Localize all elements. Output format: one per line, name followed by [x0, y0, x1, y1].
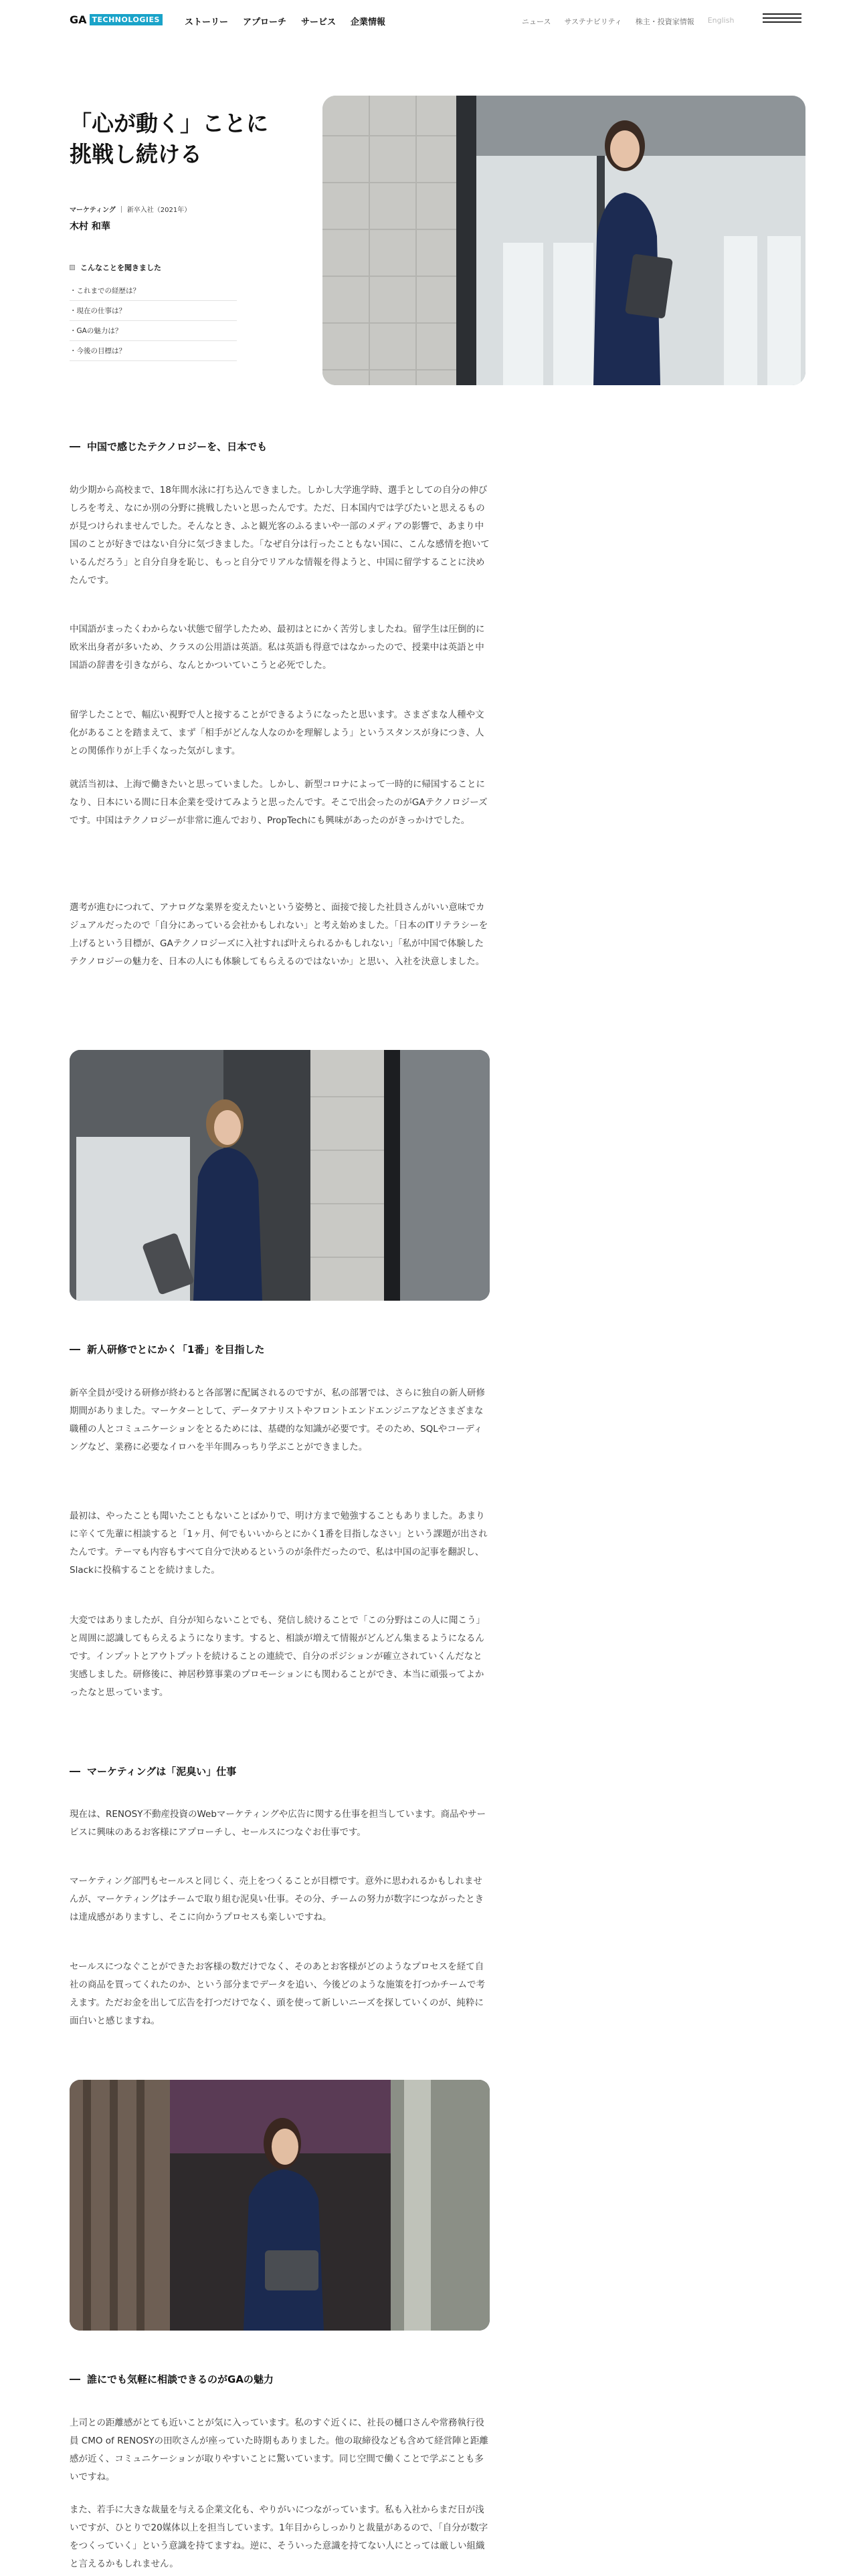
toc-item[interactable]: ・GAの魅力は？	[70, 321, 237, 341]
toc-item[interactable]: ・今後の目標は？	[70, 341, 237, 361]
nav-news[interactable]: ニュース	[522, 17, 551, 26]
nav-ir[interactable]: 株主・投資家情報	[635, 17, 694, 26]
dash-icon	[70, 1771, 80, 1772]
dash-icon	[70, 446, 80, 447]
article-photo	[70, 1050, 490, 1301]
paragraph: また、若手に大きな裁量を与える企業文化も、やりがいにつながっています。私も入社からまだ日が浅いですが、ひとりで20媒体以上を担当しています。1年目からしっかりと裁量があるので、「自分が数字をつくっていく」という意識を持てますね。逆に、そういった意識を持てない人にとっては厳しい組織と言えるかもしれません。	[70, 2504, 488, 2569]
nav-company[interactable]: 企業情報	[351, 17, 386, 27]
sub-nav	[522, 16, 734, 27]
hamburger-menu-icon[interactable]	[763, 13, 801, 28]
paragraph: セールスにつなぐことができたお客様の数だけでなく、そのあとお客様がどのようなプロセスを経て自社の商品を買ってくれたのか、という部分までデータを追い、今後どのような施策を打つかチームで考えます。ただお金を出して広告を打つだけでなく、頭を使って新しいニーズを探していくのが、純粋に面白いと感じますね。	[70, 1961, 485, 2026]
nav-approach[interactable]: アプローチ	[243, 17, 287, 27]
toc-item[interactable]: ・これまでの経歴は？	[70, 281, 237, 301]
paragraph: 就活当初は、上海で働きたいと思っていました。しかし、新型コロナによって一時的に帰国することになり、日本にいる間に日本企業を受けてみようと思ったんです。そこで出会ったのがGAテクノロジーズです。中国はテクノロジーが非常に進んでおり、PropTechにも興味があったのがきっかけでした。	[70, 779, 488, 826]
toc-item[interactable]: ・現在の仕事は？	[70, 301, 237, 321]
square-icon	[70, 265, 75, 270]
section-heading: 中国で感じたテクノロジーを、日本でも	[70, 439, 267, 453]
logo-technologies: TECHNOLOGIES	[90, 14, 163, 25]
paragraph: 最初は、やったことも聞いたこともないことばかりで、明け方まで勉強することもありました。あまりに辛くて先輩に相談すると「1ヶ月、何でもいいからとにかく1番を目指しなさい」という課題が出されたんです。テーマも内容もすべて自分で決めるというのが条件だったので、私は中国の記事を翻訳し、Slackに投稿することを続けました。	[70, 1511, 488, 1576]
hero-portrait-photo	[322, 96, 805, 385]
paragraph: 選考が進むにつれて、アナログな業界を変えたいという姿勢と、面接で接した社員さんがいい意味でカジュアルだったので「自分にあっている会社かもしれない」と考え始めました。「日本のITリテラシーを上げるという目標が、GAテクノロジーズに入社すれば叶えられるかもしれない」「私が中国で体験したテクノロジーの魅力を、日本の人にも体験してもらえるのではないか」と思い、入社を決意しました。	[70, 902, 488, 967]
paragraph: マーケティング部門もセールスと同じく、売上をつくることが目標です。意外に思われるかもしれませんが、マーケティングはチームで取り組む泥臭い仕事。その分、チームの努力が数字につながったときは達成感がありますし、そこに向かうプロセスも楽しいですね。	[70, 1876, 484, 1923]
main-nav	[185, 15, 385, 27]
section-heading: マーケティングは「泥臭い」仕事	[70, 1764, 236, 1778]
article-photo	[70, 2080, 490, 2331]
paragraph: 上司との距離感がとても近いことが気に入っています。私のすぐ近くに、社長の樋口さんや常務執行役員 CMO of RENOSYの田吹さんが座っていた時期もありました。他の取締役なども含めて経営陣と距離感が近く、コミュニケーションが取りやすいことに驚いています。同じ空間で働くことで学ぶことも多いですね。	[70, 2418, 489, 2482]
page-title	[70, 108, 290, 170]
joined-year: 新卒入社（2021年）	[126, 207, 191, 214]
toc-heading	[70, 262, 161, 273]
page-title-line2: 挑戦し続ける	[70, 141, 202, 167]
toc-heading-label: こんなことを聞きました	[80, 263, 161, 272]
dash-icon	[70, 2379, 80, 2380]
page-title-line1: 「心が動く」ことに	[70, 110, 268, 136]
dash-icon	[70, 1349, 80, 1350]
section-heading: 新人研修でとにかく「1番」を目指した	[70, 1342, 264, 1356]
section-heading: 誰にでも気軽に相談できるのがGAの魅力	[70, 2372, 274, 2386]
table-of-contents	[70, 281, 237, 361]
profile-meta	[70, 204, 191, 214]
nav-sustainability[interactable]: サステナビリティ	[564, 17, 622, 26]
logo-ga: GA	[70, 13, 87, 26]
site-logo[interactable]	[70, 13, 163, 25]
paragraph: 現在は、RENOSY不動産投資のWebマーケティングや広告に関する仕事を担当しています。商品やサービスに興味のあるお客様にアプローチし、セールスにつなぐお仕事です。	[70, 1809, 486, 1838]
department: マーケティング	[70, 207, 116, 214]
paragraph: 留学したことで、幅広い視野で人と接することができるようになったと思います。さまざまな人種や文化があることを踏まえて、まず「相手がどんな人なのかを理解しよう」というスタンスが身につき、人との関係作りが上手くなった気がします。	[70, 710, 484, 756]
nav-story[interactable]: ストーリー	[185, 17, 229, 27]
language-switch[interactable]: English	[707, 16, 735, 25]
paragraph: 大変ではありましたが、自分が知らないことでも、発信し続けることで「この分野はこの人に聞こう」と周囲に認識してもらえるようになります。すると、相談が増えて情報がどんどん集まるようになるんです。インプットとアウトプットを続けることの連続で、自分のポジションが確立されていくんだなと実感しました。研修後に、神居秒算事業のプロモーションにも関わることができ、本当に頑張ってよかったなと思っています。	[70, 1615, 485, 1698]
person-name: 木村 和華	[70, 221, 110, 232]
paragraph: 幼少期から高校まで、18年間水泳に打ち込んできました。しかし大学進学時、選手としての自分の伸びしろを考え、なにか別の分野に挑戦したいと思ったんです。ただ、日本国内では学びたいと思えるものが見つけられませんでした。そんなとき、ふと観光客のふるまいや一部のメディアの影響で、あまり中国のことが好きではない自分に気づきました。「なぜ自分は行ったこともない国に、こんな感情を抱いているんだろう」と自分自身を恥じ、もっと自分でリアルな情報を得ようと、中国に留学することに決めたんです。	[70, 485, 490, 586]
paragraph: 中国語がまったくわからない状態で留学したため、最初はとにかく苦労しましたね。留学生は圧倒的に欧米出身者が多いため、クラスの公用語は英語。私は英語も得意ではなかったので、授業中は英語と中国語の辞書を引きながら、なんとかついていこうと必死でした。	[70, 624, 485, 671]
site-header	[0, 0, 859, 40]
nav-service[interactable]: サービス	[301, 17, 337, 27]
paragraph: 新卒全員が受ける研修が終わると各部署に配属されるのですが、私の部署では、さらに独自の新人研修期間がありました。マーケターとして、データアナリストやフロントエンドエンジニアなどさまざまな職種の人とコミュニケーションをとるためには、基礎的な知識が必要です。そのため、SQLやコーディングなど、業務に必要なイロハを半年間みっちり学ぶことができました。	[70, 1388, 485, 1453]
meta-divider	[121, 206, 122, 213]
